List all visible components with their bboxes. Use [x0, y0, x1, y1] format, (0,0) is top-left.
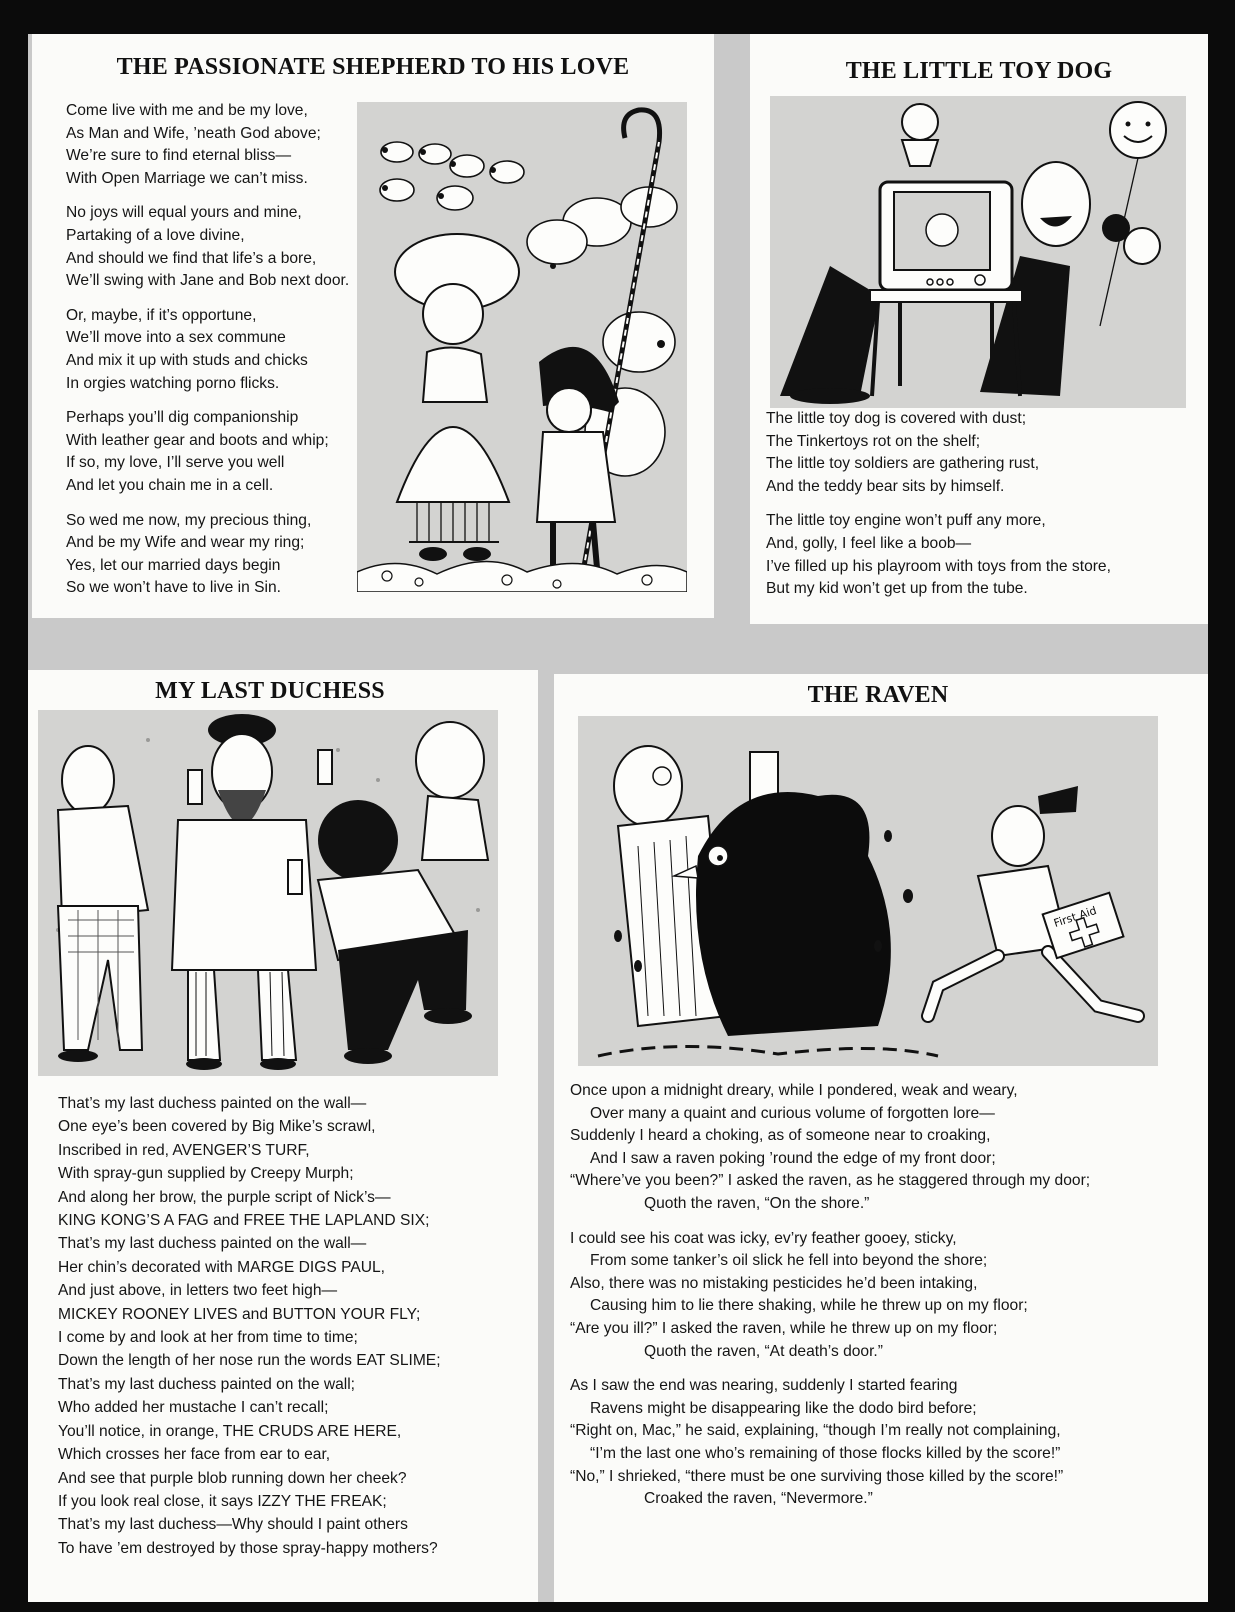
poem-line: With spray-gun supplied by Creepy Murph;: [58, 1165, 354, 1183]
panel-little-toy-dog: [750, 34, 1208, 624]
poem-line: And let you chain me in a cell.: [66, 476, 274, 494]
stanza: [570, 1375, 1210, 1511]
poem-line: And mix it up with studs and chicks: [66, 351, 308, 369]
panel-my-last-duchess: [28, 670, 538, 1602]
poem-line: Once upon a midnight dreary, while I pondered, weak and weary,: [570, 1082, 1018, 1099]
poem-line: The Tinkertoys rot on the shelf;: [766, 432, 981, 450]
poem-line: The little toy soldiers are gathering rust,: [766, 455, 1040, 473]
poem-line: Who added her mustache I can’t recall;: [58, 1399, 329, 1417]
poem-line: To have ’em destroyed by those spray-happy mothers?: [58, 1539, 438, 1557]
poem-line: KING KONG’S A FAG and FREE THE LAPLAND SIX;: [58, 1212, 430, 1230]
stanza: [66, 510, 386, 600]
poem-line: So we won’t have to live in Sin.: [66, 579, 281, 597]
shepherd-illustration: [357, 102, 687, 592]
stanza: [66, 100, 386, 190]
poem-line: And, golly, I feel like a boob—: [766, 534, 972, 552]
poem-passionate-shepherd: [66, 100, 386, 612]
poem-line: Down the length of her nose run the words EAT SLIME;: [58, 1352, 441, 1370]
poem-line: And be my Wife and wear my ring;: [66, 534, 305, 552]
poem-line: Quoth the raven, “At death’s door.”: [644, 1342, 883, 1360]
poem-line: “No,” I shrieked, “there must be one surviving those killed by the score!”: [570, 1467, 1064, 1485]
poem-line: If you look real close, it says IZZY THE FREAK;: [58, 1492, 387, 1510]
poem-line: From some tanker’s oil slick he fell into beyond the shore;: [590, 1252, 988, 1270]
poem-line: Quoth the raven, “On the shore.”: [644, 1194, 870, 1212]
poem-line: Inscribed in red, AVENGER’S TURF,: [58, 1141, 310, 1159]
poem-line: “I’m the last one who’s remaining of those flocks killed by the score!”: [590, 1444, 1061, 1462]
poem-line: Yes, let our married days begin: [66, 556, 281, 574]
poem-line: We’ll swing with Jane and Bob next door.: [66, 272, 350, 290]
duchess-illustration: [38, 710, 498, 1076]
title-little-toy-dog: THE LITTLE TOY DOG: [845, 58, 1113, 84]
duchess-drawing: [38, 710, 498, 1076]
poem-line: And should we find that life’s a bore,: [66, 249, 317, 267]
poem-line: I’ve filled up his playroom with toys from the store,: [766, 557, 1111, 575]
poem-line: I come by and look at her from time to time;: [58, 1329, 358, 1347]
stanza: [570, 1080, 1210, 1216]
toy-dog-drawing: [770, 96, 1186, 408]
title-passionate-shepherd: THE PASSIONATE SHEPHERD TO HIS LOVE: [116, 54, 630, 80]
stanza: [766, 510, 1206, 600]
poem-line: And along her brow, the purple script of Nick’s—: [58, 1188, 391, 1206]
poem-line: With Open Marriage we can’t miss.: [66, 169, 308, 187]
poem-line: Perhaps you’ll dig companionship: [66, 409, 299, 427]
poem-line: If so, my love, I’ll serve you well: [66, 454, 285, 472]
poem-line: “Where’ve you been?” I asked the raven, as he staggered through my door;: [570, 1172, 1091, 1190]
poem-my-last-duchess: [58, 1092, 528, 1560]
poem-line: You’ll notice, in orange, THE CRUDS ARE HERE,: [58, 1422, 402, 1440]
title-the-raven: THE RAVEN: [807, 682, 949, 708]
poem-line: Which crosses her face from ear to ear,: [58, 1446, 331, 1464]
poem-line: But my kid won’t get up from the tube.: [766, 580, 1028, 598]
poem-line: The little toy engine won’t puff any more,: [766, 512, 1046, 530]
poem-line: We’ll move into a sex commune: [66, 329, 286, 347]
stanza: [66, 407, 386, 497]
poem-line: Come live with me and be my love,: [66, 102, 308, 119]
poem-line: MICKEY ROONEY LIVES and BUTTON YOUR FLY;: [58, 1305, 421, 1323]
panel-the-raven: [554, 674, 1208, 1602]
poem-line: Also, there was no mistaking pesticides he’d been intaking,: [570, 1274, 978, 1292]
poem-line: Suddenly I heard a choking, as of someone near to croaking,: [570, 1127, 991, 1145]
title-my-last-duchess: MY LAST DUCHESS: [155, 678, 385, 704]
poem-line: With leather gear and boots and whip;: [66, 431, 329, 449]
poem-line: And see that purple blob running down her cheek?: [58, 1469, 407, 1487]
poem-line: “Are you ill?” I asked the raven, while he threw up on my floor;: [570, 1319, 998, 1337]
poem-line: And the teddy bear sits by himself.: [766, 477, 1005, 495]
poem-line: As Man and Wife, ’neath God above;: [66, 124, 321, 142]
poem-line: That’s my last duchess painted on the wall—: [58, 1235, 367, 1253]
poem-line: Her chin’s decorated with MARGE DIGS PAUL,: [58, 1258, 386, 1276]
shepherd-drawing: [357, 102, 687, 592]
poem-line: I could see his coat was icky, ev’ry feather gooey, sticky,: [570, 1229, 957, 1247]
first-aid-label: First Aid: [1052, 903, 1099, 930]
poem-line: Or, maybe, if it’s opportune,: [66, 306, 257, 324]
poem-line: Causing him to lie there shaking, while he threw up on my floor;: [590, 1297, 1028, 1315]
poem-line: “Right on, Mac,” he said, explaining, “though I’m really not complaining,: [570, 1422, 1061, 1440]
toy-dog-illustration: [770, 96, 1186, 408]
poem-line: And I saw a raven poking ’round the edge of my front door;: [590, 1149, 996, 1167]
poem-line: That’s my last duchess—Why should I paint others: [58, 1516, 408, 1534]
raven-drawing: [578, 716, 1158, 1066]
stanza: [66, 305, 386, 395]
panel-passionate-shepherd: [32, 34, 714, 618]
poem-line: As I saw the end was nearing, suddenly I started fearing: [570, 1377, 958, 1395]
poem-line: That’s my last duchess painted on the wall—: [58, 1095, 367, 1112]
poem-line: The little toy dog is covered with dust;: [766, 410, 1027, 427]
poem-line: In orgies watching porno flicks.: [66, 374, 280, 392]
poem-line: Ravens might be disappearing like the dodo bird before;: [590, 1399, 977, 1417]
stanza: [766, 408, 1206, 498]
poem-line: And just above, in letters two feet high—: [58, 1282, 338, 1300]
poem-little-toy-dog: [766, 408, 1206, 613]
poem-line: No joys will equal yours and mine,: [66, 204, 302, 222]
stanza: [66, 202, 386, 292]
poem-the-raven: [570, 1080, 1210, 1523]
raven-illustration: [578, 716, 1158, 1066]
magazine-page: [28, 34, 1208, 1602]
stanza: [570, 1228, 1210, 1364]
poem-line: That’s my last duchess painted on the wall;: [58, 1375, 356, 1393]
poem-line: One eye’s been covered by Big Mike’s scrawl,: [58, 1118, 376, 1136]
poem-line: So wed me now, my precious thing,: [66, 511, 312, 529]
poem-line: Partaking of a love divine,: [66, 226, 245, 244]
poem-line: Croaked the raven, “Nevermore.”: [644, 1490, 873, 1508]
poem-line: We’re sure to find eternal bliss—: [66, 147, 292, 165]
poem-line: Over many a quaint and curious volume of forgotten lore—: [590, 1104, 995, 1122]
